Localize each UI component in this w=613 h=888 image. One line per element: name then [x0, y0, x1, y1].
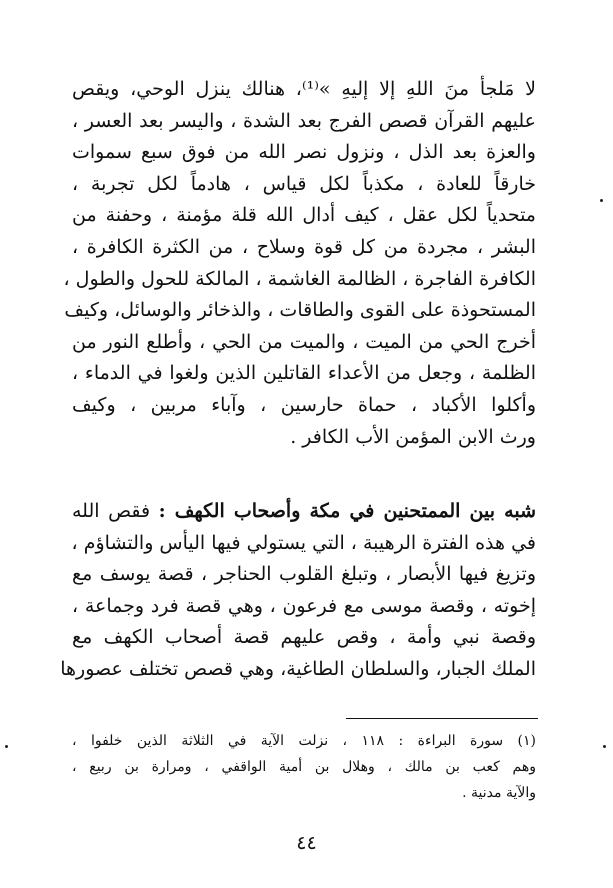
page-number: ٤٤	[296, 832, 317, 854]
text-line: الظلمة ، وجعل من الأعداء القاتلين الذين ولغوا في الدماء ،	[72, 362, 536, 385]
section-first-line	[72, 496, 536, 528]
text-line: وتزيغ فيها الأبصار ، وتبلغ القلوب الحناجر ، قصة يوسف مع	[72, 563, 536, 586]
footnote	[72, 728, 536, 806]
text-line: الملك الجبار، والسلطان الطاغية، وهي قصص تختلف عصورها	[60, 657, 536, 680]
section-heading: شبه بين الممتحنين في مكة وأصحاب الكهف :	[158, 500, 536, 522]
body-paragraph-1	[63, 74, 537, 453]
footnote-divider	[346, 718, 538, 719]
scan-speck	[5, 745, 8, 748]
text-line: لا مَلجأ منَ اللهِ إلا إليهِ »⁽¹⁾، هنالك ينزل الوحي، ويقص	[72, 78, 536, 100]
text-line: المستحوذة على القوى والطاقات ، والذخائر والوسائل، وكيف	[64, 299, 536, 322]
text-line: خارقاً للعادة ، مكذباً لكل قياس ، هادماً لكل تجربة ،	[72, 172, 536, 195]
text-line: أخرج الحي من الميت ، والميت من الحي ، وأطلع النور من	[72, 330, 536, 353]
text-line: البشر ، مجردة من كل قوة وسلاح ، من الكثرة الكافرة ،	[72, 235, 536, 258]
footnote-line: وهم كعب بن مالك ، وهلال بن أمية الواقفي ، ومرارة بن ربيع ،	[72, 759, 536, 775]
section-paragraph	[60, 496, 536, 686]
footnote-line: والآية مدنية .	[462, 785, 536, 801]
scan-speck	[600, 199, 603, 202]
text-line: إخوته ، وقصة موسى مع فرعون ، وهي قصة فرد وجماعة ،	[72, 594, 536, 617]
text-line: ورث الابن المؤمن الأب الكافر .	[290, 425, 536, 448]
text-line: والعزة بعد الذل ، ونزول نصر الله من فوق سبع سموات	[72, 141, 536, 164]
text-line: وأكلوا الأكباد ، حماة حارسين ، وآباء مربين ، وكيف	[72, 393, 537, 416]
section-first-line-text: فقص الله	[72, 500, 151, 522]
scan-speck	[603, 745, 606, 748]
text-line: الكافرة الفاجرة ، الظالمة الغاشمة ، المالكة للحول والطول ،	[63, 267, 536, 290]
text-line: متحدياً لكل عقل ، كيف أدال الله قلة مؤمنة ، وحفنة من	[72, 204, 536, 227]
text-line: في هذه الفترة الرهيبة ، التي يستولي فيها اليأس والتشاؤم ،	[71, 531, 536, 554]
text-line: وقصة نبي وأمة ، وقص عليهم قصة أصحاب الكهف مع	[72, 626, 536, 649]
text-line: عليهم القرآن قصص الفرج بعد الشدة ، واليسر بعد العسر ،	[72, 109, 536, 132]
footnote-line: (١) سورة البراءة : ١١٨ ، نزلت الآية في الثلاثة الذين خلفوا ،	[72, 733, 536, 749]
